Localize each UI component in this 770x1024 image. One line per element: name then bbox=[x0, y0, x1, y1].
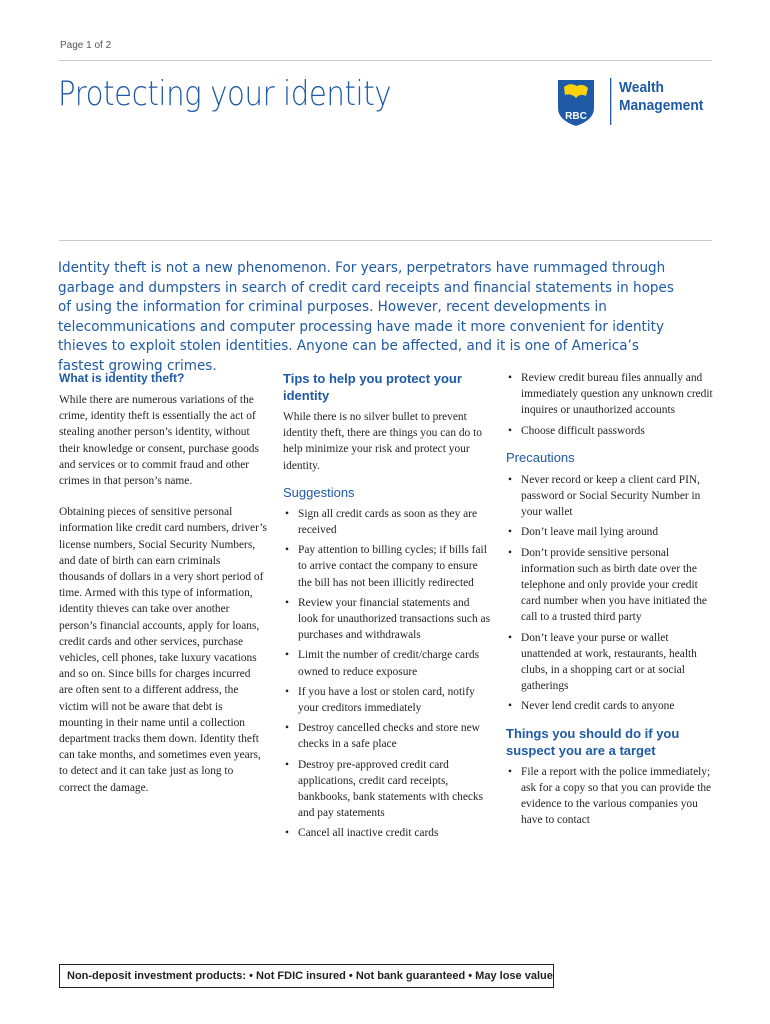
target-actions-list bbox=[506, 764, 718, 829]
heading-tips: Tips to help you protect your identity bbox=[283, 371, 462, 403]
heading-precautions: Precautions bbox=[506, 449, 575, 465]
list-item: • Never lend credit cards to anyone bbox=[506, 698, 718, 714]
list-item: • Don’t leave your purse or wallet unattended at work, restaurants, health clubs, in a shopping cart or at social gatherings bbox=[506, 630, 718, 695]
list-item: • Choose difficult passwords bbox=[506, 423, 718, 439]
list-item: • If you have a lost or stolen card, notify your creditors immediately bbox=[283, 684, 491, 716]
list-item: • File a report with the police immediately; ask for a copy so that you can provide the evidence to the various companies you have to contact bbox=[506, 764, 718, 829]
heading-suspect-target: Things you should do if you suspect you are a target bbox=[506, 725, 680, 758]
svg-text:RBC: RBC bbox=[565, 111, 587, 122]
paragraph-tips-intro: While there is no silver bullet to prevent identity theft, there are things you can do to help minimize your risk and protect your identity. bbox=[283, 411, 482, 472]
top-divider bbox=[59, 60, 712, 61]
column-tips bbox=[283, 370, 491, 842]
precautions-list bbox=[506, 472, 718, 715]
suggestions-list-continued bbox=[506, 370, 718, 439]
list-item: • Review your financial statements and look for unauthorized transactions such as purchases and withdrawals bbox=[283, 595, 491, 644]
list-item: • Sign all credit cards as soon as they are received bbox=[283, 506, 491, 538]
logo-wordmark bbox=[619, 79, 703, 115]
logo-wealth: Wealth bbox=[619, 79, 664, 96]
page-number: Page 1 of 2 bbox=[60, 40, 112, 51]
list-item: • Never record or keep a client card PIN, password or Social Security Number in your wallet bbox=[506, 472, 718, 521]
list-item: • Destroy cancelled checks and store new checks in a safe place bbox=[283, 720, 491, 752]
logo-management: Management bbox=[619, 97, 704, 114]
list-item: • Pay attention to billing cycles; if bills fail to arrive contact the company to ensure the bill has not been illicitly redirected bbox=[283, 542, 491, 591]
list-item: • Destroy pre-approved credit card applications, credit card receipts, bankbooks, bank statements with checks and pay statements bbox=[283, 757, 491, 822]
list-item: • Review credit bureau files annually and immediately question any unknown credit inquires or unauthorized accounts bbox=[506, 370, 718, 419]
list-item: • Cancel all inactive credit cards bbox=[283, 825, 491, 841]
fdic-disclaimer: Non-deposit investment products: • Not FDIC insured • Not bank guaranteed • May lose value bbox=[59, 964, 554, 988]
heading-what-is-identity-theft: What is identity theft? bbox=[59, 371, 185, 385]
paragraph-definition: While there are numerous variations of the crime, identity theft is essentially the act of stealing another person’s identity, without their knowledge or consent, purchase goods and services or to commit fraud and other crimes in that person’s name. bbox=[59, 394, 259, 488]
heading-suggestions: Suggestions bbox=[283, 484, 355, 500]
column-what-is-identity-theft bbox=[59, 370, 267, 796]
page-title: Protecting your identity bbox=[58, 74, 392, 114]
intro-paragraph: Identity theft is not a new phenomenon. For years, perpetrators have rummaged through garbage and dumpsters in search of credit card receipts and financial statements in hopes of using the information for criminal purposes. However, recent developments in telecommunications and computer processing have made it more convenient for identity thieves to exploit stolen identities. Anyone can be affected, and it is one of America’s fastest growing crimes. bbox=[58, 260, 674, 374]
list-item: • Don’t provide sensitive personal information such as birth date over the telephone and only provide your credit card number when you have initiated the call to a trusted third party bbox=[506, 545, 718, 626]
intro-divider bbox=[59, 240, 712, 241]
list-item: • Limit the number of credit/charge cards owned to reduce exposure bbox=[283, 647, 491, 679]
paragraph-consequences: Obtaining pieces of sensitive personal information like credit card numbers, driver’s license numbers, Social Security Numbers, and date of birth can earn criminals thousands of dollars in a very short period of time. Armed with this type of information, identity thieves can take over another person’s financial accounts, apply for loans, credit cards and other services, purchase vehicles, cell phones, take luxury vacations and so on. Since bills for charges incurred are often sent to a different address, the victim will not be aware that debt is mounting in their name until a collection department tracks them down. Identity theft can take months, and sometimes even years, to detect and it can take just as long to correct the damage. bbox=[59, 506, 267, 794]
list-item: • Don’t leave mail lying around bbox=[506, 524, 718, 540]
suggestions-list bbox=[283, 506, 491, 842]
column-precautions bbox=[506, 370, 718, 828]
